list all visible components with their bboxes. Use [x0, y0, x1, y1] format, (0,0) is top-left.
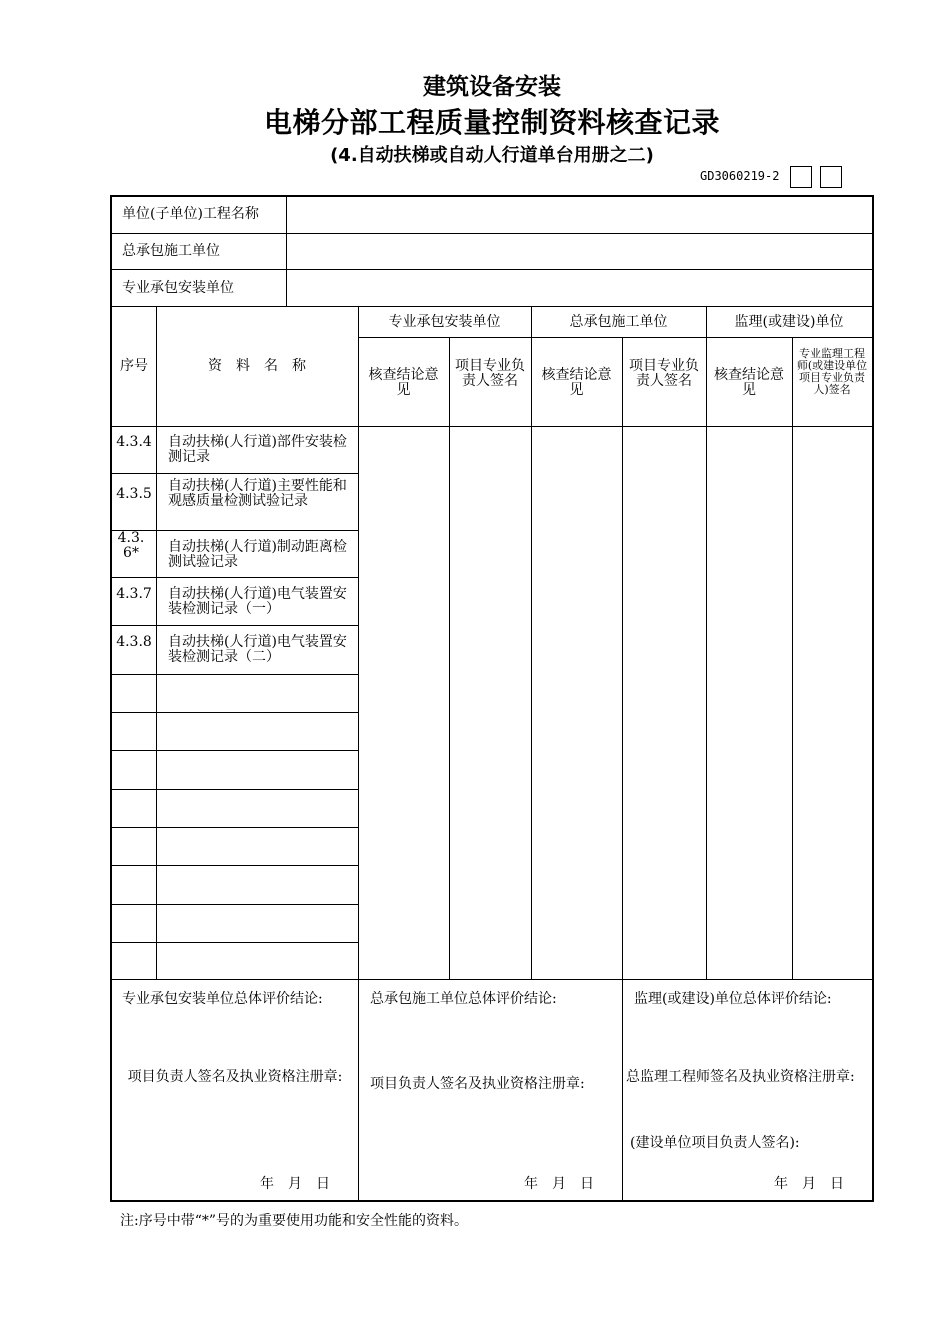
specialty-contractor-label: 专业承包安装单位 [122, 280, 234, 296]
row-4-seq: 4.3.7 [116, 586, 152, 602]
row-3-name: 自动扶梯(人行道)制动距离检测试验记录 [168, 539, 347, 570]
specialty-date: 年 月 日 [260, 1176, 330, 1192]
general-opinion-header: 核查结论意见 [541, 367, 612, 398]
general-sign-label: 项目负责人签名及执业资格注册章: [370, 1076, 585, 1092]
code-box-2[interactable] [820, 166, 842, 188]
general-pm-sign-header: 项目专业负责人签名 [629, 358, 699, 389]
specialty-opinion-header: 核查结论意见 [368, 367, 439, 398]
unit-project-field[interactable] [288, 197, 870, 233]
unit-project-label: 单位(子单位)工程名称 [122, 206, 259, 222]
general-contractor-label: 总承包施工单位 [122, 243, 220, 259]
group-general-header: 总承包施工单位 [569, 314, 668, 330]
group-specialty-header: 专业承包安装单位 [388, 314, 501, 330]
general-conclusion-label: 总承包施工单位总体评价结论: [370, 991, 557, 1007]
specialty-pm-sign-header: 项目专业负责人签名 [455, 358, 525, 389]
code-box-1[interactable] [790, 166, 812, 188]
row-5-name: 自动扶梯(人行道)电气装置安装检测记录（二） [168, 634, 347, 665]
page-subtitle: (4.自动扶梯或自动人行道单台用册之二) [330, 145, 654, 166]
owner-sign-label: (建设单位项目负责人签名): [630, 1135, 800, 1151]
row-5-seq: 4.3.8 [116, 634, 152, 650]
supervision-opinion-header: 核查结论意见 [714, 367, 784, 398]
supervision-sign-label: 总监理工程师签名及执业资格注册章: [626, 1069, 855, 1085]
row-1-seq: 4.3.4 [116, 434, 152, 450]
category-title: 建筑设备安装 [423, 74, 561, 100]
page-title: 电梯分部工程质量控制资料核查记录 [263, 106, 720, 139]
row-2-seq: 4.3.5 [116, 486, 152, 502]
form-code: GD3060219-2 [700, 169, 780, 183]
general-date: 年 月 日 [524, 1176, 594, 1192]
group-supervision-header: 监理(或建设)单位 [734, 314, 844, 330]
specialty-sign-label: 项目负责人签名及执业资格注册章: [127, 1069, 343, 1085]
row-2-name: 自动扶梯(人行道)主要性能和观感质量检测试验记录 [168, 478, 347, 509]
footnote: 注:序号中带“*”号的为重要使用功能和安全性能的资料。 [120, 1213, 469, 1229]
record-table [110, 195, 874, 1202]
seq-header: 序号 [120, 358, 148, 374]
supervisor-sign-header: 专业监理工程师(或建设单位项目专业负责人)签名 [796, 347, 868, 396]
general-contractor-field[interactable] [288, 234, 870, 269]
specialty-conclusion-label: 专业承包安装单位总体评价结论: [122, 991, 323, 1007]
row-3-seq: 4.3.6* [117, 530, 145, 561]
row-4-name: 自动扶梯(人行道)电气装置安装检测记录（一） [168, 586, 347, 617]
supervision-date: 年 月 日 [774, 1176, 844, 1192]
doc-name-header: 资 料 名 称 [208, 358, 306, 374]
specialty-contractor-field[interactable] [288, 270, 870, 306]
row-1-name: 自动扶梯(人行道)部件安装检测记录 [168, 434, 347, 465]
supervision-conclusion-label: 监理(或建设)单位总体评价结论: [634, 991, 832, 1007]
